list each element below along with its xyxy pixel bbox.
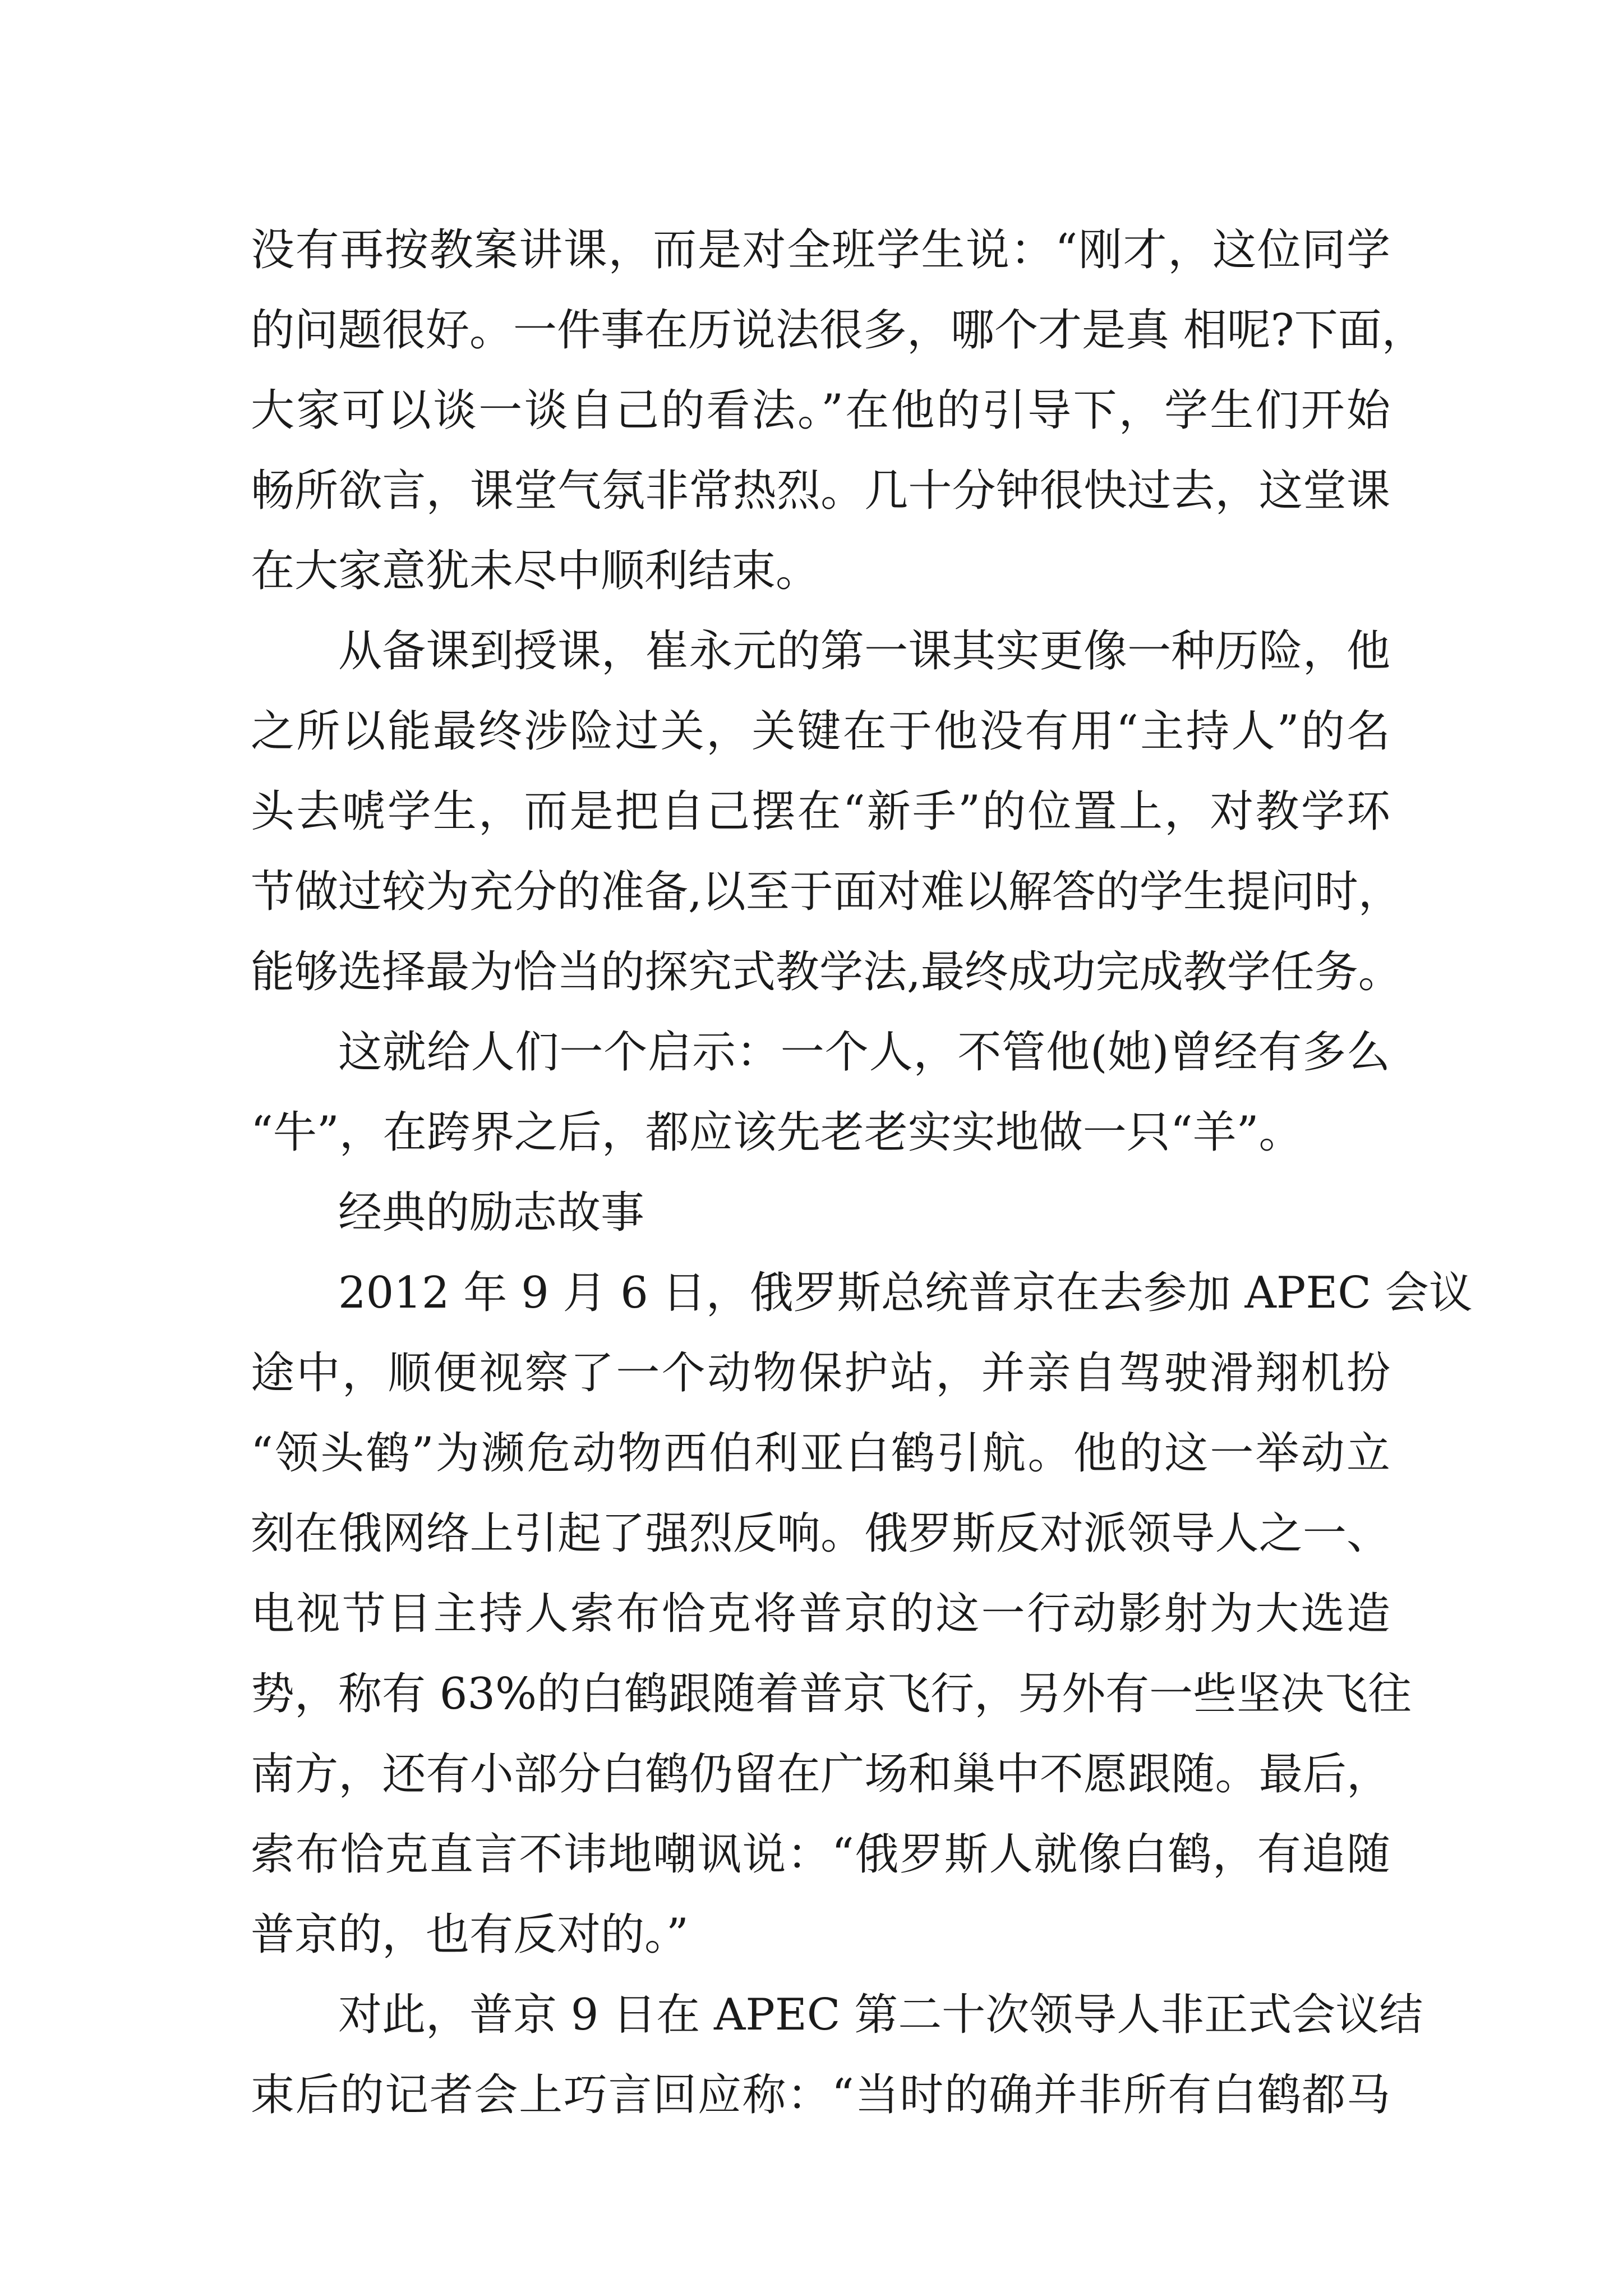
text-line: 索布恰克直言不讳地嘲讽说：“俄罗斯人就像白鹤，有追随 — [251, 1829, 1390, 1880]
paragraph-first-line: 2012 年 9 月 6 日，俄罗斯总统普京在去参加 APEC 会议 — [338, 1268, 1473, 1318]
text-line: 的问题很好。一件事在历说法很多，哪个才是真 相呢?下面， — [251, 305, 1426, 356]
text-line: 之所以能最终涉险过关，关键在于他没有用“主持人”的名 — [251, 706, 1390, 757]
text-line: “牛”，在跨界之后，都应该先老老实实地做一只“羊”。 — [251, 1107, 1303, 1158]
text-line: 刻在俄网络上引起了强烈反响。俄罗斯反对派领导人之一、 — [251, 1508, 1390, 1559]
text-line: 在大家意犹未尽中顺利结束。 — [251, 546, 820, 596]
text-line: 南方，还有小部分白鹤仍留在广场和巢中不愿跟随。最后， — [251, 1749, 1390, 1800]
text-line: 畅所欲言，课堂气氛非常热烈。几十分钟很快过去，这堂课 — [251, 466, 1390, 516]
text-line: 束后的记者会上巧言回应称：“当时的确并非所有白鹤都马 — [251, 2070, 1390, 2120]
paragraph-first-line: 从备课到授课，崔永元的第一课其实更像一种历险，他 — [338, 626, 1390, 677]
text-line: 大家可以谈一谈自己的看法。”在他的引导下，学生们开始 — [251, 385, 1390, 436]
text-line: 电视节目主持人索布恰克将普京的这一行动影射为大选造 — [251, 1589, 1390, 1639]
text-line: 势，称有 63%的白鹤跟随着普京飞行，另外有一些坚决飞往 — [251, 1669, 1412, 1719]
text-line: “领头鹤”为濒危动物西伯利亚白鹤引航。他的这一举动立 — [251, 1428, 1390, 1479]
text-line: 能够选择最为恰当的探究式教学法,最终成功完成教学任务。 — [251, 947, 1402, 997]
paragraph-first-line: 这就给人们一个启示：一个人，不管他(她)曾经有多么 — [338, 1027, 1390, 1078]
text-line: 节做过较为充分的准备,以至于面对难以解答的学生提问时， — [251, 867, 1402, 917]
text-line: 途中，顺便视察了一个动物保护站，并亲自驾驶滑翔机扮 — [251, 1348, 1390, 1398]
text-line: 头去唬学生，而是把自己摆在“新手”的位置上，对教学环 — [251, 786, 1390, 837]
body-text — [251, 210, 1473, 2136]
text-line: 普京的，也有反对的。” — [251, 1910, 689, 1960]
text-line: 没有再按教案讲课，而是对全班学生说：“刚才，这位同学 — [251, 225, 1390, 275]
section-heading: 经典的励志故事 — [338, 1188, 645, 1238]
paragraph-first-line: 对此，普京 9 日在 APEC 第二十次领导人非正式会议结 — [338, 1990, 1423, 2040]
